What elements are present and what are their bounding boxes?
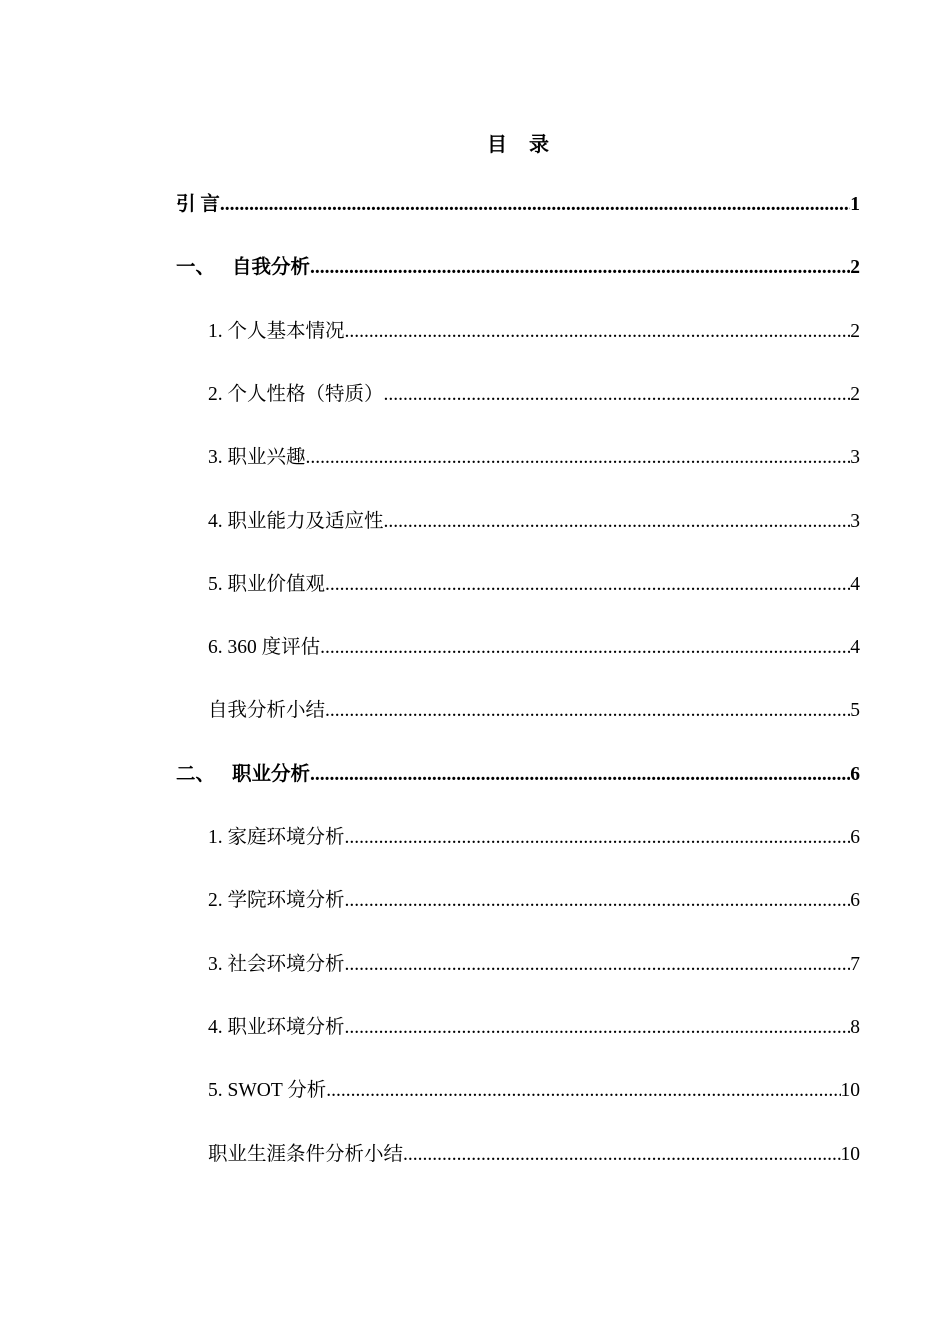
toc-entry[interactable]	[208, 631, 860, 665]
toc-entry-page-number: 7	[850, 953, 860, 975]
toc-entry[interactable]	[208, 441, 860, 475]
toc-entry-text: 职业价值观	[227, 573, 326, 595]
toc-entry-number: 3.	[208, 953, 223, 975]
toc-entry[interactable]	[208, 884, 860, 918]
toc-entry-label	[176, 251, 310, 285]
toc-entry[interactable]	[208, 505, 860, 539]
toc-entry-label	[176, 758, 310, 792]
toc-entry-label	[208, 694, 325, 728]
toc-leader-dots	[345, 1011, 851, 1045]
toc-title-left: 目	[487, 134, 507, 156]
toc-entry-number: 3.	[208, 447, 223, 469]
toc-entry-number: 4.	[208, 1016, 223, 1038]
toc-entry[interactable]	[176, 188, 860, 222]
toc-entry[interactable]	[208, 821, 860, 855]
toc-entry-number: 二、	[176, 763, 216, 785]
toc-entry-label	[208, 821, 345, 855]
toc-entry-page-number: 4	[850, 573, 860, 595]
toc-leader-dots	[310, 758, 850, 792]
toc-entry-page-number: 8	[850, 1016, 860, 1038]
toc-leader-dots	[310, 251, 850, 285]
toc-leader-dots	[345, 884, 851, 918]
toc-entry-number: 2.	[208, 890, 223, 912]
toc-entry-number: 1.	[208, 827, 223, 848]
toc-entry-text: 家庭环境分析	[227, 827, 345, 848]
toc-leader-dots	[326, 1074, 840, 1108]
toc-entry-text: 自我分析	[232, 257, 311, 279]
toc-entry-page-number: 6	[850, 827, 860, 848]
toc-entry[interactable]	[208, 694, 860, 728]
toc-entry-number: 4.	[208, 510, 223, 532]
toc-entry-page-number: 1	[850, 194, 860, 215]
toc-leader-dots	[384, 505, 851, 539]
toc-leader-dots	[325, 694, 850, 728]
toc-entry-label	[208, 884, 345, 918]
toc-entry[interactable]	[176, 251, 860, 285]
toc-entry-label	[208, 1011, 345, 1045]
toc-leader-dots	[403, 1138, 840, 1172]
toc-entry-label	[208, 378, 384, 412]
toc-entry[interactable]	[208, 1138, 860, 1172]
toc-entry-page-number: 2	[850, 257, 860, 279]
toc-leader-dots	[220, 188, 850, 222]
toc-entry-number: 6.	[208, 637, 223, 659]
toc-entry[interactable]	[176, 758, 860, 792]
toc-entry-label	[208, 568, 325, 602]
toc-title	[0, 128, 950, 157]
toc-entry-text: 社会环境分析	[227, 953, 345, 975]
toc-leader-dots	[345, 948, 851, 982]
toc-entry-number: 5.	[208, 573, 223, 595]
toc-entry-page-number: 5	[850, 700, 860, 722]
toc-entry-text: 自我分析小结	[208, 700, 326, 722]
toc-leader-dots	[325, 568, 850, 602]
toc-leader-dots	[345, 315, 851, 349]
toc-entry[interactable]	[208, 568, 860, 602]
toc-entry-number: 1.	[208, 320, 223, 342]
toc-leader-dots	[345, 821, 851, 855]
toc-entry-label	[208, 948, 345, 982]
toc-entry-text: 职业分析	[232, 763, 311, 785]
toc-entry-text: 引 言	[176, 194, 220, 215]
toc-entry-text: 个人基本情况	[227, 320, 345, 342]
toc-leader-dots	[306, 441, 851, 475]
toc-entry-page-number: 3	[850, 447, 860, 469]
toc-entry[interactable]	[208, 315, 860, 349]
toc-entry[interactable]	[208, 1074, 860, 1108]
toc-entry-text: 学院环境分析	[227, 890, 345, 912]
toc-entry[interactable]	[208, 378, 860, 412]
toc-entry-label	[208, 315, 345, 349]
toc-entry-text: 360 度评估	[227, 637, 321, 659]
toc-entry-label	[176, 188, 220, 222]
toc-entry-text: 职业兴趣	[227, 447, 306, 469]
toc-entry-page-number: 10	[840, 1143, 860, 1165]
toc-entry-number: 2.	[208, 383, 223, 405]
toc-entry-page-number: 2	[850, 320, 860, 342]
toc-entry-label	[208, 505, 384, 539]
toc-entry-label	[208, 441, 306, 475]
toc-entry-number: 一、	[176, 257, 216, 279]
toc-entry-page-number: 6	[850, 890, 860, 912]
toc-entry-page-number: 4	[850, 637, 860, 659]
toc-entry-label	[208, 1138, 403, 1172]
toc-entry-page-number: 2	[850, 383, 860, 405]
toc-entry-text: 职业环境分析	[227, 1016, 345, 1038]
toc-entry-page-number: 6	[850, 763, 860, 785]
toc-entry-label	[208, 1074, 326, 1108]
toc-entry-text: 职业生涯条件分析小结	[208, 1143, 404, 1165]
toc-entry-number: 5.	[208, 1080, 223, 1102]
toc-leader-dots	[384, 378, 851, 412]
toc-entry-page-number: 10	[840, 1080, 860, 1102]
toc-entry-text: 个人性格（特质）	[227, 383, 384, 405]
toc-entry-text: SWOT 分析	[227, 1080, 327, 1102]
toc-entry-page-number: 3	[850, 510, 860, 532]
toc-entry-label	[208, 631, 320, 665]
toc-entry[interactable]	[208, 1011, 860, 1045]
toc-entry-text: 职业能力及适应性	[227, 510, 384, 532]
toc-entry[interactable]	[208, 948, 860, 982]
toc-title-right: 录	[529, 134, 549, 156]
toc-leader-dots	[320, 631, 850, 665]
